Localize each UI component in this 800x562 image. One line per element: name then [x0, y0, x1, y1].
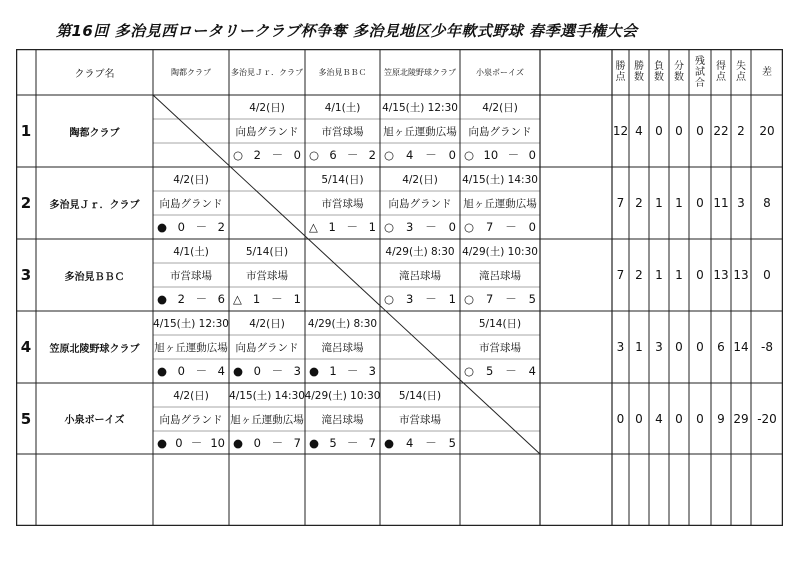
- result-mark: ○: [464, 364, 475, 378]
- club-name: 小泉ボーイズ: [64, 415, 125, 426]
- game-result: [153, 431, 229, 455]
- game-result: [460, 215, 540, 239]
- stat-header: [629, 49, 649, 95]
- result-sep: －: [271, 436, 284, 450]
- result-sep: －: [271, 148, 284, 162]
- stat-value: 0: [675, 411, 683, 426]
- stat-header: [649, 49, 669, 95]
- game-result: [305, 215, 380, 239]
- stat-value: 1: [635, 340, 643, 354]
- result-sep: －: [195, 364, 208, 378]
- stat-header: [731, 49, 751, 95]
- result-sep: －: [425, 292, 437, 306]
- stat-value: 13: [733, 268, 749, 282]
- stat-header: [711, 49, 731, 95]
- result-score: 1: [329, 364, 337, 378]
- result-score: 2: [253, 148, 261, 162]
- game-result: [229, 359, 305, 383]
- game-venue: 市営球場: [399, 413, 441, 426]
- result-sep: －: [271, 292, 283, 306]
- stat-header: [612, 49, 629, 95]
- result-score: 2: [177, 292, 185, 306]
- stat-header-char: 合: [695, 77, 705, 89]
- result-mark: ○: [384, 292, 395, 306]
- stat-value: 7: [616, 268, 625, 282]
- result-opp: 3: [293, 364, 301, 378]
- game-result: [460, 287, 540, 311]
- result-score: 10: [483, 148, 499, 162]
- stat-header: [751, 49, 783, 95]
- opponent-header: 笠原北陵野球クラブ: [384, 67, 456, 77]
- row-number: 5: [20, 409, 32, 428]
- stat-value: 1: [655, 268, 663, 282]
- result-score: 0: [177, 364, 185, 378]
- result-mark: ●: [233, 364, 244, 378]
- stat-value: 3: [616, 340, 625, 354]
- game-date: 4/2(日): [402, 173, 438, 186]
- game-result: [229, 287, 305, 311]
- stat-value: 29: [733, 411, 749, 426]
- result-mark: ●: [157, 364, 168, 378]
- game-venue: 旭ヶ丘運動広場: [154, 341, 228, 354]
- result-mark: △: [233, 292, 242, 306]
- result-mark: ○: [464, 148, 475, 162]
- result-mark: ●: [384, 436, 395, 450]
- stat-value: 3: [737, 196, 745, 210]
- opponent-header: 多治見ＢＢＣ: [318, 67, 367, 77]
- game-date: 4/1(土): [324, 101, 361, 114]
- result-score: 1: [328, 220, 336, 234]
- club-name: 多治見Ｊｒ．クラブ: [49, 199, 140, 211]
- stat-header-char: 分: [674, 61, 684, 72]
- result-score: 3: [405, 220, 414, 234]
- result-score: 4: [405, 148, 414, 162]
- game-date: 4/15(土) 12:30: [153, 317, 229, 330]
- result-mark: ●: [157, 436, 168, 450]
- stat-header-char: 試: [695, 66, 705, 78]
- result-score: 0: [253, 436, 261, 450]
- game-date: 4/29(土) 8:30: [385, 245, 455, 258]
- result-opp: 0: [448, 148, 456, 162]
- stat-value: 11: [713, 196, 729, 210]
- result-sep: －: [507, 148, 520, 162]
- game-result: [380, 287, 460, 311]
- game-date: 4/2(日): [173, 173, 209, 186]
- stat-value: 4: [635, 124, 643, 138]
- game-date: 4/2(日): [173, 389, 209, 402]
- result-mark: △: [309, 220, 318, 234]
- stat-header-char: 勝: [634, 61, 644, 72]
- club-name: 陶都クラブ: [69, 127, 120, 139]
- result-opp: 7: [293, 436, 301, 450]
- stat-header-char: 数: [674, 72, 684, 83]
- game-date: 4/2(日): [249, 101, 285, 114]
- game-venue: 向島グランド: [235, 341, 299, 354]
- stat-value: 1: [675, 196, 683, 210]
- result-sep: －: [425, 148, 437, 162]
- result-sep: －: [425, 220, 437, 234]
- game-result: [460, 143, 540, 167]
- result-score: 0: [175, 436, 183, 450]
- stat-value: 1: [675, 268, 683, 282]
- game-date: 4/15(土) 14:30: [462, 173, 538, 186]
- game-result: [380, 431, 460, 455]
- game-date: 4/2(日): [482, 101, 518, 114]
- result-sep: －: [346, 364, 359, 378]
- result-mark: ●: [309, 364, 320, 378]
- game-date: 4/15(土) 12:30: [382, 101, 458, 114]
- result-score: 6: [329, 148, 337, 162]
- game-date: 4/1(土): [173, 245, 209, 258]
- stat-header-char: 負: [654, 61, 664, 72]
- game-venue: 向島グランド: [235, 125, 299, 138]
- game-venue: 市営球場: [170, 269, 212, 282]
- result-score: 1: [252, 292, 261, 306]
- result-opp: 1: [368, 220, 376, 234]
- game-venue: 市営球場: [321, 197, 364, 210]
- result-sep: －: [190, 436, 203, 450]
- result-sep: －: [505, 292, 517, 306]
- stat-value: 9: [717, 411, 725, 426]
- result-opp: 0: [448, 220, 456, 234]
- game-result: [380, 215, 460, 239]
- result-score: 5: [485, 364, 494, 378]
- result-mark: ●: [309, 436, 320, 450]
- result-opp: 5: [528, 292, 536, 306]
- result-mark: ●: [157, 220, 168, 234]
- result-score: 4: [405, 436, 414, 450]
- stat-value: 2: [737, 124, 745, 138]
- stat-value: 13: [713, 268, 729, 282]
- game-date: 5/14(日): [321, 173, 364, 186]
- result-sep: －: [346, 436, 359, 450]
- result-score: 7: [485, 220, 494, 234]
- row-number: 1: [20, 122, 32, 140]
- stat-header-char: 差: [762, 66, 772, 78]
- result-opp: 5: [448, 436, 456, 450]
- club-name-header: クラブ名: [74, 68, 115, 80]
- game-venue: 市営球場: [321, 125, 364, 138]
- result-opp: 3: [368, 364, 376, 378]
- game-date: 4/2(日): [249, 317, 285, 330]
- game-venue: 向島グランド: [159, 197, 223, 210]
- stat-header-char: 勝: [615, 61, 626, 72]
- result-mark: ●: [233, 436, 244, 450]
- stat-header-char: 数: [654, 72, 664, 83]
- result-mark: ○: [309, 148, 320, 162]
- stat-value: 0: [696, 411, 704, 426]
- stat-header-char: 点: [736, 72, 746, 83]
- stat-value: 3: [655, 340, 663, 354]
- stat-value: 1: [655, 196, 663, 210]
- result-sep: －: [195, 220, 208, 234]
- game-date: 5/14(日): [478, 317, 522, 330]
- stat-value: 0: [696, 124, 704, 138]
- result-opp: 7: [368, 436, 376, 450]
- stat-header: [669, 49, 689, 95]
- game-result: [305, 431, 380, 455]
- result-opp: 10: [210, 436, 225, 450]
- game-result: [460, 359, 540, 383]
- result-mark: ●: [157, 292, 168, 306]
- stat-value: 0: [696, 196, 704, 210]
- game-date: 4/29(土) 10:30: [462, 245, 538, 258]
- game-date: 4/29(土) 8:30: [307, 317, 378, 330]
- stat-value: 0: [675, 340, 683, 354]
- stat-header-char: 得: [716, 61, 726, 72]
- stat-header: [689, 49, 711, 95]
- club-name: 笠原北陵野球クラブ: [49, 343, 140, 355]
- opponent-header: 多治見Ｊｒ．クラブ: [231, 67, 303, 77]
- opponent-header: 陶都クラブ: [171, 67, 211, 77]
- result-opp: 0: [528, 148, 536, 162]
- stat-value: 12: [612, 124, 629, 138]
- stat-value: 0: [655, 124, 663, 138]
- result-sep: －: [505, 364, 517, 378]
- stat-value: 2: [635, 196, 643, 210]
- game-result: [153, 359, 229, 383]
- result-opp: 4: [528, 364, 536, 378]
- game-venue: 旭ヶ丘運動広場: [463, 197, 537, 210]
- game-venue: 市営球場: [246, 269, 288, 282]
- game-date: 4/15(土) 14:30: [229, 389, 305, 402]
- result-opp: 2: [368, 148, 376, 162]
- result-mark: ○: [464, 292, 475, 306]
- stat-value: 0: [696, 340, 704, 354]
- result-sep: －: [195, 292, 208, 306]
- result-sep: －: [346, 220, 358, 234]
- stat-value: 0: [696, 268, 704, 282]
- stat-value: 6: [717, 340, 725, 354]
- stat-value: 14: [733, 340, 749, 354]
- game-venue: 滝呂球場: [321, 341, 364, 354]
- result-opp: 0: [293, 148, 301, 162]
- result-opp: 4: [217, 364, 225, 378]
- result-sep: －: [505, 220, 517, 234]
- result-mark: ○: [384, 220, 395, 234]
- stat-value: -20: [757, 411, 777, 426]
- game-venue: 滝呂球場: [321, 413, 364, 426]
- stat-header-char: 点: [716, 72, 726, 83]
- game-result: [380, 143, 460, 167]
- stat-value: 0: [763, 268, 771, 282]
- row-number: 2: [20, 194, 32, 212]
- stat-value: -8: [761, 340, 773, 354]
- stat-header-char: 残: [695, 55, 705, 67]
- stat-value: 20: [759, 124, 775, 138]
- result-sep: －: [271, 364, 284, 378]
- result-score: 3: [405, 292, 414, 306]
- club-name: 多治見ＢＢＣ: [64, 271, 125, 283]
- stat-value: 8: [763, 196, 771, 210]
- result-mark: ○: [464, 220, 475, 234]
- game-result: [229, 143, 305, 167]
- game-venue: 市営球場: [479, 341, 521, 354]
- game-result: [229, 431, 305, 455]
- game-venue: 滝呂球場: [479, 269, 521, 282]
- stat-value: 4: [655, 411, 663, 426]
- game-result: [153, 287, 229, 311]
- page-title: 第16回 多治見西ロータリークラブ杯争奪 多治見地区少年軟式野球 春季選手権大会: [56, 22, 638, 40]
- game-date: 5/14(日): [245, 245, 289, 258]
- result-opp: 2: [217, 220, 225, 234]
- result-sep: －: [346, 148, 359, 162]
- game-result: [153, 215, 229, 239]
- game-venue: 向島グランド: [468, 125, 532, 138]
- row-number: 3: [20, 266, 32, 284]
- result-sep: －: [425, 436, 437, 450]
- result-score: 0: [177, 220, 185, 234]
- game-date: 5/14(日): [398, 389, 442, 402]
- game-date: 4/29(土) 10:30: [304, 389, 381, 402]
- result-mark: ○: [233, 148, 244, 162]
- result-opp: 0: [528, 220, 536, 234]
- game-venue: 旭ヶ丘運動広場: [383, 125, 457, 138]
- standings-table: [16, 49, 783, 526]
- game-result: [305, 359, 380, 383]
- result-mark: ○: [384, 148, 395, 162]
- stat-value: 2: [635, 268, 643, 282]
- game-result: [305, 143, 380, 167]
- game-venue: 向島グランド: [388, 197, 452, 210]
- row-number: 4: [20, 338, 32, 356]
- game-venue: 旭ヶ丘運動広場: [230, 413, 304, 426]
- stat-value: 0: [635, 411, 643, 426]
- game-venue: 滝呂球場: [399, 269, 441, 282]
- result-score: 5: [329, 436, 337, 450]
- stat-value: 0: [616, 411, 625, 426]
- opponent-header: 小泉ボーイズ: [476, 67, 524, 77]
- result-opp: 1: [448, 292, 456, 306]
- result-opp: 6: [217, 292, 225, 306]
- stat-value: 7: [616, 196, 625, 210]
- stat-value: 0: [675, 124, 683, 138]
- result-score: 0: [253, 364, 261, 378]
- stat-header-char: 点: [615, 72, 626, 83]
- game-venue: 向島グランド: [159, 413, 223, 426]
- stat-header-char: 失: [736, 61, 746, 72]
- stat-header-char: 数: [634, 72, 644, 83]
- stat-value: 22: [713, 124, 729, 138]
- result-score: 7: [485, 292, 494, 306]
- result-opp: 1: [293, 292, 301, 306]
